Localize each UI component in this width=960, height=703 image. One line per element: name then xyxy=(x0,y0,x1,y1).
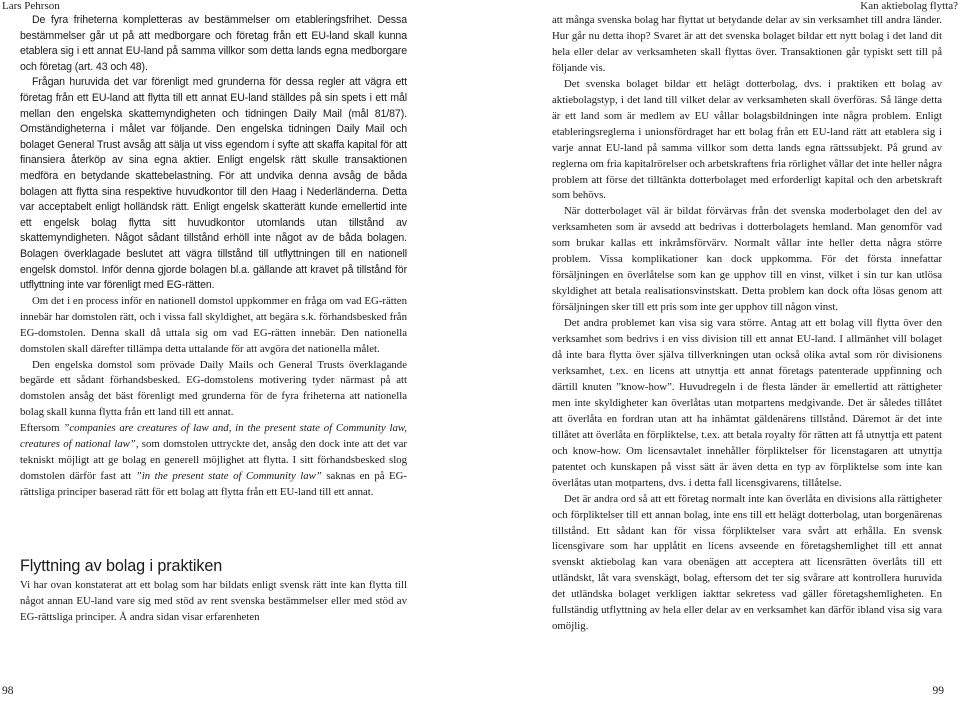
right-page xyxy=(552,13,942,635)
running-header-author: Lars Pehrson xyxy=(2,0,60,12)
paragraph: att många svenska bolag har flyttat ut betydande delar av sin verksamhet till andra länder. Hur går nu detta ihop? Svaret är att det svenska bolaget bildar ett nytt bolag i det land dit hela eller delar av verksamheten skall flyttas över. Transaktionen går typiskt sett till på följande vis. xyxy=(552,14,942,74)
paragraph xyxy=(20,421,407,501)
paragraph: Det svenska bolaget bildar ett helägt dotterbolag, dvs. i praktiken ett bolag av aktiebolagstyp, i det land till vilket delar av verksamheten skall överföras. Så länge detta är ett land som är medlem av EU vållar bolagsbildningen inte några problem. Enligt etableringsreglerna i unionsfördraget har ett bolag från ett EU-land rätt att etablera sig i varje annat EU-land på samma villkor som detta lands egna rättssubjekt. På grund av reglerna om fria kapitalrörelser och arbetskraftens fria rörlighet vållar det inte heller några problem att förse det tilltänkta dotterbolaget med erforderligt kapital och den arbetskraft som behövs. xyxy=(552,77,942,202)
left-page xyxy=(20,13,407,626)
paragraph: Frågan huruvida det var förenligt med grunderna för dessa regler att vägra ett företag från ett EU-land att flytta till ett annat EU-land ställdes på sin spets i ett mål mellan den engelska skattemyndigheten och tidningen Daily Mail (mål 81/87). Omständigheterna i målet var följande. Den engelska tidningen Daily Mail och bolaget General Trust avsåg att sälja ut viss egendom i syfte att skaffa kapital för att finansiera återköp av sina egna aktier. Enligt engelsk rätt skulle transaktionen medföra en betydande skattebelastning. För att undvika denna avsåg de båda bolagen att flytta sina respektive huvudkontor till den Haag i Nederländerna. Detta var acceptabelt enligt holländsk rätt. Enligt engelsk skatterätt kunde emellertid inte ett engelsk bolag flytta sitt huvudkontor utomlands utan tillstånd av skattemyndigheten. Något sådant tillstånd erhöll inte något av de båda bolagen. Bolagen överklagade beslutet att vägra tillstånd till utflyttningen till en nationell engelsk domstol. Inför denna gjorde bolagen bl.a. gällande att kravet på tillstånd för utflyttning inte var förenligt med EG-rätten. xyxy=(20,76,407,292)
paragraph-text: Eftersom xyxy=(20,422,64,435)
paragraph: Om det i en process inför en nationell domstol uppkommer en fråga om vad EG-rätten innebär har domstolen rätt, och i vissa fall skyldighet, att begära s.k. förhandsbesked från EG-domstolen. Denna skall då uttala sig om vad EG-rätten innebär. Den nationella domstolen skall därefter tillämpa detta uttalande för att avgöra det nationella målet. xyxy=(20,294,407,355)
paragraph-text: , som domstolen uttryckte det, ansåg den dock inte att det var tekniskt möjligt att ge bolag en generell möjlighet att flytta. I sitt förhandsbesked slog domstolen därför fast att xyxy=(20,438,407,483)
running-header-title: Kan aktiebolag flytta? xyxy=(860,0,958,12)
quotation: ”companies are creatures of law and, in the present state of Community law, creatures of national law” xyxy=(20,422,407,451)
paragraph: Vi har ovan konstaterat att ett bolag som har bildats enligt svensk rätt inte kan flytta till något annan EU-land vare sig med stöd av rent svenska bestämmelser eller med stöd av EG-rättsliga principer. Å andra sidan visar erfarenheten xyxy=(20,579,407,623)
page-number-left: 98 xyxy=(2,685,14,697)
paragraph: Den engelska domstol som prövade Daily Mails och General Trusts överklagande begärde ett sådant förhandsbesked. EG-domstolens motivering tyder närmast på att domstolen ansåg det bäst förenligt med grunderna för de fyra friheterna att nationella bolag skall kunna flytta från ett land till ett annat. xyxy=(20,358,407,419)
quotation: ”in the present state of Community law” xyxy=(135,470,322,483)
paragraph: När dotterbolaget väl är bildat förvärvas från det svenska moderbolaget den del av verksamheten som är avsedd att bedrivas i dotterbolagets hemland. Man genomför vad som brukar kallas ett inkråmsförvärv. Normalt vållar inte heller detta några större problem. Vissa komplikationer kan dock uppkomma. För det första innefattar försäljningen en överlåtelse som kan ge upphov till en vinst, vilket i sin tur kan utlösa skyldighet att betala realisationsvinstskatt. Detta problem kan dock ofta lösas genom att försäljningen sker till ett pris som inte ger upphov till någon vinst. xyxy=(552,205,942,314)
paragraph: De fyra friheterna kompletteras av bestämmelser om etableringsfrihet. Dessa bestämmelser går ut på att medborgare och företag från ett EU-land skall kunna etablera sig i ett annat EU-land på samma villkor som detta lands egna medborgare och företag (art. 43 och 48). xyxy=(20,14,407,73)
paragraph: Det är andra ord så att ett företag normalt inte kan överlåta en divisions alla rättigheter och förpliktelser till ett annan bolag, inte ens till ett helägt dotterbolag, utan borgenärenas tillstånd. Ett sådant kan för vissa förpliktelser vara svårt att erhålla. En svensk licensgivare som har upplåtit en licens avseende en företagshemlighet till ett annat svenskt aktiebolag kan vara obenägen att acceptera att licensrätten överlåts till ett utländskt, låt vara svenskägt, bolag, eftersom det ter sig svårare att kontrollera huruvida det utländska bolaget verkligen iakttar sekretess vad gäller företagshemligheten. En fullständig utflyttning av hela eller delar av en verksamhet kan därför ibland visa sig vara omöjlig. xyxy=(552,492,942,633)
section-heading: Flyttning av bolag i praktiken xyxy=(20,557,223,576)
page-number-right: 99 xyxy=(932,685,944,697)
section-spacer xyxy=(20,501,407,556)
paragraph-text: saknas en på EG-rättsliga principer baserad rätt för ett bolag att flytta från ett EU-land till ett annat. xyxy=(20,470,407,499)
paragraph: Det andra problemet kan visa sig vara större. Antag att ett bolag vill flytta över den verksamhet som bedrivs i en viss division till ett annat EU-land. I allmänhet vill bolaget då inte bara flytta över själva tillverkningen utan också olika avtal som rör divisionens verksamhet, t.ex. en licens att utnyttja ett annat företags patenterade uppfinning och därtill knuten ”know-how”. Huvudregeln i de flesta länder är emellertid att rättigheter men inte skyldigheter kan överlåtas utan motpartens medgivande. Det är således tillåtet att överlåta en fordran utan att ha inhämtat gäldenärens tillstånd. Däremot är det inte tillåtet att överlåta en förpliktelse, t.ex. att betala royalty för rätten att få utnyttja ett patent och know-how. Om licensavtalet innehåller förpliktelser för licenstagaren att utnyttja patentet och kunskapen på visst sätt är även detta en typ av förpliktelse som inte kan överlåtas utan motpartens, dvs. i detta fall licensgivarens, tillåtelse. xyxy=(552,317,942,489)
